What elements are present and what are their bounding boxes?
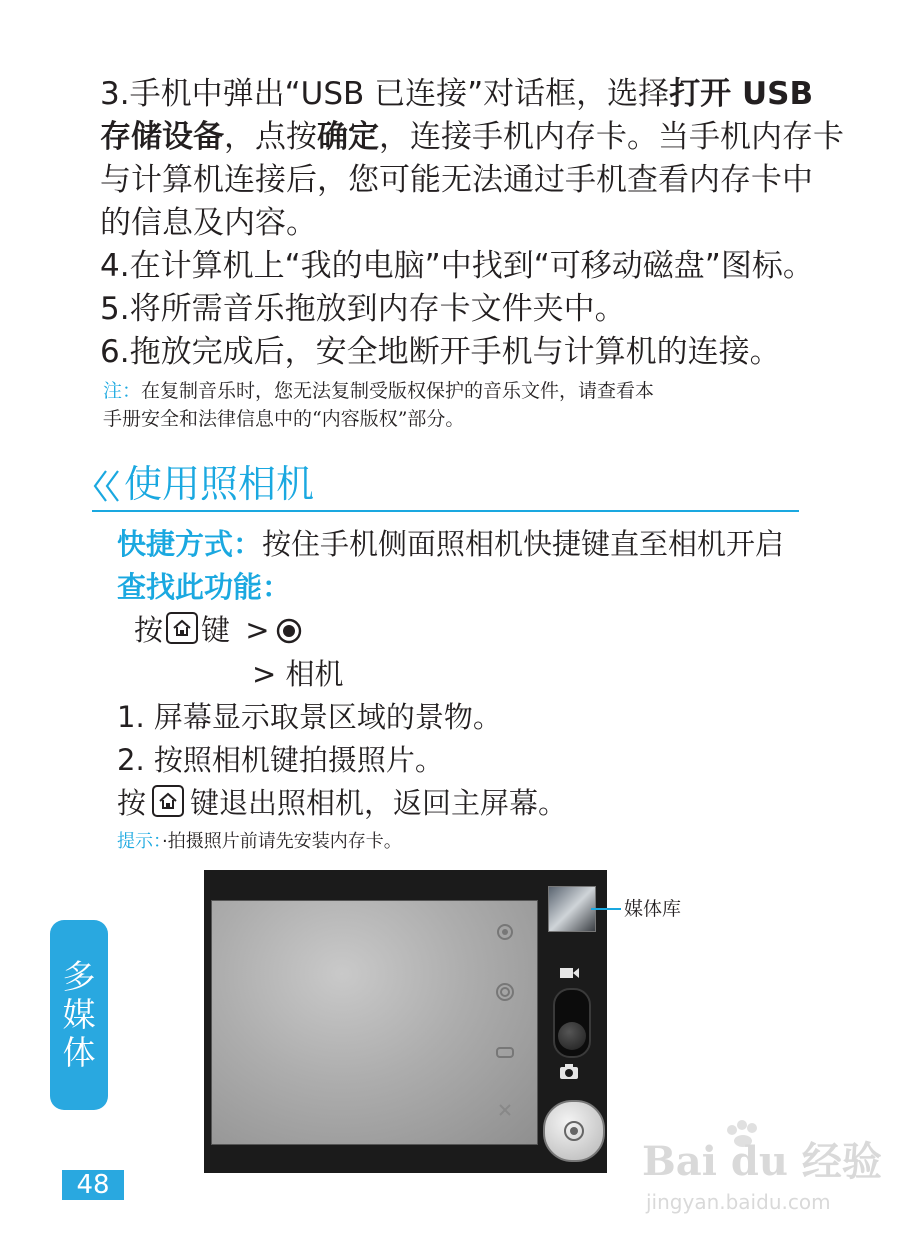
camera-icon[interactable] xyxy=(558,1060,580,1082)
text-run: ，点按 xyxy=(224,119,317,155)
text-run: 6.拖放完成后，安全地断开手机与计算机的连接。 xyxy=(100,334,781,370)
settings-icon xyxy=(494,981,516,1003)
path-camera: > 相机 xyxy=(252,657,344,691)
step-2: 2. 按照相机键拍摄照片。 xyxy=(117,743,444,777)
gallery-thumbnail[interactable] xyxy=(548,886,596,932)
path-arrow-1: > xyxy=(245,613,270,647)
text-run: 的信息及内容。 xyxy=(100,205,317,241)
exit-line xyxy=(117,783,567,823)
path-key-text: 键 xyxy=(201,613,231,647)
paragraph-p3d xyxy=(100,202,317,244)
watermark-brand: Bai du 经验 xyxy=(642,1138,882,1185)
page-number: 48 xyxy=(62,1170,124,1200)
camera-screenshot xyxy=(204,870,607,1173)
chapter-tab-char-2: 媒 xyxy=(62,995,96,1034)
text-run: ，连接手机内存卡。当手机内存卡 xyxy=(379,119,844,155)
paragraph-p3b xyxy=(100,116,844,158)
video-icon[interactable] xyxy=(558,962,580,984)
path-press-text: 按 xyxy=(134,613,164,647)
shortcut-text: 按住手机侧面照相机快捷键直至相机开启 xyxy=(262,527,785,561)
paragraph-p3c xyxy=(100,159,813,201)
tip-label: 提示： xyxy=(117,831,162,852)
note-label: 注： xyxy=(103,380,142,402)
note-line-1 xyxy=(103,378,654,404)
gallery-callout: 媒体库 xyxy=(624,898,682,920)
paragraph-p3a xyxy=(100,73,813,115)
paragraph-p4 xyxy=(100,245,814,287)
chapter-tab-char-3: 体 xyxy=(62,1033,96,1072)
mode-switch[interactable] xyxy=(553,988,591,1058)
note-line-2: 手册安全和法律信息中的“内容版权”部分。 xyxy=(103,408,465,430)
paragraph-p5 xyxy=(100,288,626,330)
find-feature-label: 查找此功能： xyxy=(117,570,292,604)
tip-line xyxy=(117,830,402,854)
camera-app-icon xyxy=(276,618,302,644)
shutter-icon xyxy=(562,1119,586,1143)
home-key-icon xyxy=(166,612,198,644)
baidu-watermark xyxy=(636,1120,886,1230)
text-run: 存储设备 xyxy=(100,119,224,155)
flash-icon xyxy=(494,921,516,943)
chapter-tab-char-1: 多 xyxy=(62,957,96,996)
text-run: 3.手机中弹出“USB 已连接”对话框，选择 xyxy=(100,76,670,112)
white-balance-icon xyxy=(494,1041,516,1063)
double-chevron-icon xyxy=(92,468,122,504)
section-header xyxy=(92,462,799,512)
tip-text: ·拍摄照片前请先安装内存卡。 xyxy=(162,831,402,852)
chapter-tab xyxy=(50,920,108,1110)
nav-path xyxy=(134,610,302,650)
text-run: 5.将所需音乐拖放到内存卡文件夹中。 xyxy=(100,291,626,327)
shortcut-line xyxy=(117,524,784,564)
viewfinder xyxy=(211,900,538,1145)
section-title: 使用照相机 xyxy=(124,462,315,506)
callout-leader xyxy=(591,908,621,910)
text-run: 确定 xyxy=(317,119,379,155)
text-run: 打开 USB xyxy=(669,76,814,112)
zoom-icon xyxy=(494,1099,516,1121)
exit-press-text: 按 xyxy=(117,786,147,820)
shutter-button[interactable] xyxy=(543,1100,605,1162)
home-key-icon xyxy=(152,785,184,817)
mode-switch-knob[interactable] xyxy=(558,1022,586,1050)
shortcut-label: 快捷方式： xyxy=(117,527,263,561)
note-text-1: 在复制音乐时，您无法复制受版权保护的音乐文件，请查看本 xyxy=(141,380,655,402)
paragraph-p6 xyxy=(100,331,781,373)
watermark-url: jingyan.baidu.com xyxy=(646,1190,831,1214)
exit-text: 键退出照相机，返回主屏幕。 xyxy=(190,786,568,820)
step-1: 1. 屏幕显示取景区域的景物。 xyxy=(117,700,502,734)
text-run: 4.在计算机上“我的电脑”中找到“可移动磁盘”图标。 xyxy=(100,248,814,284)
text-run: 与计算机连接后，您可能无法通过手机查看内存卡中 xyxy=(100,162,813,198)
